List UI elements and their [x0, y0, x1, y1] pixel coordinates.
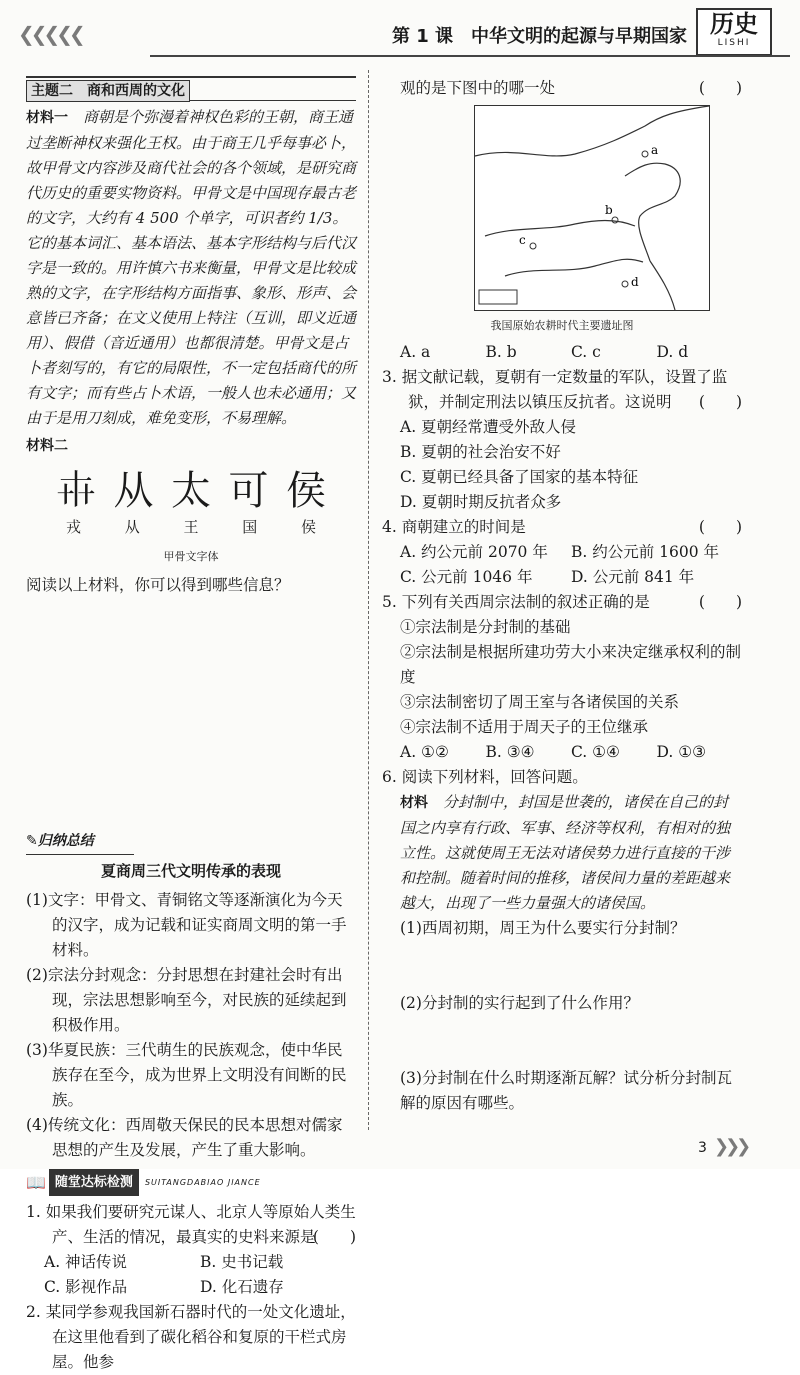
summary-badge-label: 归纳总结 — [37, 833, 94, 849]
oracle-caption: 王 — [183, 518, 199, 536]
oracle-glyph-row — [26, 459, 356, 515]
oracle-glyph: 𠦃 — [56, 468, 96, 514]
section-header — [26, 76, 356, 101]
statement: ④宗法制不适用于周天子的王位继承 — [400, 718, 649, 736]
map-caption: 我国原始农耕时代主要遗址图 — [490, 319, 634, 332]
question-3 — [382, 365, 742, 415]
option: A. 夏朝经常遭受外敌人侵 — [400, 418, 577, 436]
summary-item: (3)华夏民族：三代萌生的民族观念，使中华民族存在至今，成为世界上文明没有间断的民族。 — [26, 1041, 347, 1109]
option: D. d — [656, 343, 689, 361]
option: D. 公元前 841 年 — [571, 568, 695, 586]
question-4 — [382, 515, 742, 540]
book-icon: 📖 — [26, 1173, 46, 1192]
map-label: b — [605, 203, 613, 217]
map-drawing — [475, 106, 709, 310]
lesson-title: 第 1 课 中华文明的起源与早期国家 — [392, 26, 688, 47]
quiz-label: 随堂达标检测 — [49, 1169, 139, 1196]
option: A. a — [400, 343, 431, 361]
option: C. 影视作品 — [44, 1278, 128, 1296]
question-5 — [382, 590, 742, 615]
summary-badge-row — [26, 828, 356, 855]
answer-bracket: ( ) — [698, 518, 742, 536]
question-2: 2. 某同学参观我国新石器时代的一处文化遗址，在这里他看到了碳化稻谷和复原的干栏式房屋。他参 — [26, 1303, 356, 1371]
question-1-text: 1. 如果我们要研究元谋人、北京人等原始人类生产、生活的情况，最真实的史料来源是 — [26, 1203, 356, 1246]
answer-bracket: ( ) — [698, 79, 742, 97]
quiz-pinyin: SUITANGDABIAO JIANCE — [144, 1178, 261, 1187]
oracle-glyph: 侯 — [286, 468, 326, 514]
site-map — [474, 105, 710, 311]
subject-logo — [696, 8, 772, 56]
chevron-left-icon: ❮❮❮❮❮ — [18, 22, 82, 46]
material-text: 分封制中，封国是世袭的，诸侯在自己的封国之内享有行政、军事、经济等权利，有相对的独立性。这就使周王无法对诸侯势力进行直接的干涉和控制。随着时间的推移，诸侯间力量的差距越来越大，出现了一些力量强大的诸侯国。 — [400, 793, 731, 912]
page-header — [0, 0, 800, 56]
material-one — [26, 105, 356, 431]
subject-pinyin: LISHI — [717, 38, 751, 48]
answer-bracket: ( ) — [312, 1228, 356, 1246]
summary-badge — [26, 829, 134, 855]
column-divider — [368, 70, 369, 1130]
option: A. 神话传说 — [44, 1253, 128, 1271]
map-label: a — [651, 143, 659, 157]
option: A. 约公元前 2070 年 — [400, 543, 548, 561]
sub-question: (3)分封制在什么时期逐渐瓦解？试分析分封制瓦解的原因有哪些。 — [400, 1069, 732, 1112]
statement: ③宗法制密切了周王室与各诸侯国的关系 — [400, 693, 680, 711]
question-6-material — [382, 790, 742, 916]
chevron-right-icon: ❯❯❯ — [714, 1136, 748, 1157]
answer-bracket: ( ) — [698, 593, 742, 611]
summary-item: (4)传统文化：西周敬天保民的民本思想对儒家思想的产生及发展，产生了重大影响。 — [26, 1116, 343, 1159]
map-label: c — [519, 233, 526, 247]
option: C. 公元前 1046 年 — [400, 568, 533, 586]
section-label: 主题二 商和西周的文化 — [26, 80, 190, 102]
right-column — [382, 76, 742, 1116]
subject-name: 历史 — [710, 10, 758, 38]
oracle-glyph: 可 — [228, 468, 269, 514]
question-2-continued — [382, 76, 742, 101]
option: B. 史书记载 — [200, 1253, 284, 1271]
summary-title: 夏商周三代文明传承的表现 — [100, 862, 281, 880]
option: D. 夏朝时期反抗者众多 — [400, 493, 562, 511]
quiz-header — [26, 1169, 356, 1196]
left-column — [26, 76, 356, 1375]
option: B. 夏朝的社会治安不好 — [400, 443, 561, 461]
oracle-caption: 侯 — [300, 518, 316, 536]
oracle-caption: 国 — [242, 518, 258, 536]
option: B. 约公元前 1600 年 — [571, 543, 720, 561]
question-2-options — [382, 340, 742, 365]
material-one-label: 材料一 — [26, 110, 68, 126]
oracle-glyph: 从 — [113, 468, 154, 514]
question-3-text: 3. 据文献记载，夏朝有一定数量的军队，设置了监狱，并制定刑法以镇压反抗者。这说明 — [382, 368, 728, 411]
question-2-cont-text: 观的是下图中的哪一处 — [400, 79, 556, 97]
question-6: 6. 阅读下列材料，回答问题。 — [382, 768, 588, 786]
oracle-caption: 戎 — [66, 518, 82, 536]
option: B. b — [485, 343, 517, 361]
map-label: d — [631, 275, 639, 289]
oracle-caption: 从 — [124, 518, 140, 536]
option: A. ①② — [400, 743, 449, 761]
sub-question: (1)西周初期，周王为什么要实行分封制？ — [400, 919, 686, 937]
material-two-label: 材料二 — [26, 438, 68, 454]
answer-bracket: ( ) — [698, 393, 742, 411]
page-number: 3 — [698, 1140, 707, 1156]
question-4-text: 4. 商朝建立的时间是 — [382, 518, 526, 536]
option: C. 夏朝已经具备了国家的基本特征 — [400, 468, 639, 486]
question-5-options — [382, 740, 742, 765]
oracle-caption-row — [26, 515, 356, 540]
pencil-icon: ✎ — [26, 833, 38, 849]
question-1-options — [26, 1250, 356, 1300]
option: D. 化石遗存 — [200, 1278, 284, 1296]
question-5-text: 5. 下列有关西周宗法制的叙述正确的是 — [382, 593, 650, 611]
option: C. ①④ — [571, 743, 620, 761]
reading-question: 阅读以上材料，你可以得到哪些信息？ — [26, 576, 290, 594]
oracle-glyph: 太 — [171, 468, 211, 514]
summary-item: (2)宗法分封观念：分封思想在封建社会时有出现，宗法思想影响至今，对民族的延续起到积极作用。 — [26, 966, 347, 1034]
statement: ②宗法制是根据所建功劳大小来决定继承权利的制度 — [400, 643, 742, 686]
material-label: 材料 — [400, 795, 428, 811]
option: B. ③④ — [485, 743, 535, 761]
question-4-options — [382, 540, 742, 590]
option: C. c — [571, 343, 601, 361]
sub-question: (2)分封制的实行起到了什么作用？ — [400, 994, 639, 1012]
option: D. ①③ — [656, 743, 707, 761]
material-two — [26, 433, 356, 459]
material-one-text: 商朝是个弥漫着神权色彩的王朝，商王通过垄断神权来强化王权。由于商王几乎每事必卜，故甲骨文内容涉及商代社会的各个领域，是研究商代历史的重要实物资料。甲骨文是中国现存最古老的文字，大约有 4 500 个单字，可识者约 1/3。它的基本词汇、基本语法、基本字形结构与后代汉字是一致的。用许慎六书来衡量，甲骨文是比较成熟的文字，在字形结构方面指事、象形、形声、会意皆已齐备；在文义使用上特注（互训，即义近通用）、假借（音近通用）也都很清楚。甲骨文是占卜者刻写的，有它的局限性，不一定包括商代的所有文字；而有些占卜术语，一般人也未必通用；又由于是用刀刻成，难免变形，不易理解。 — [26, 108, 357, 427]
statement: ①宗法制是分封制的基础 — [400, 618, 571, 636]
summary-item: (1)文字：甲骨文、青铜铭文等逐渐演化为今天的汉字，成为记载和证实商周文明的第一手材料。 — [26, 891, 347, 959]
question-1 — [26, 1200, 356, 1250]
oracle-figure-title: 甲骨文字体 — [163, 550, 219, 563]
header-rule — [150, 55, 790, 57]
